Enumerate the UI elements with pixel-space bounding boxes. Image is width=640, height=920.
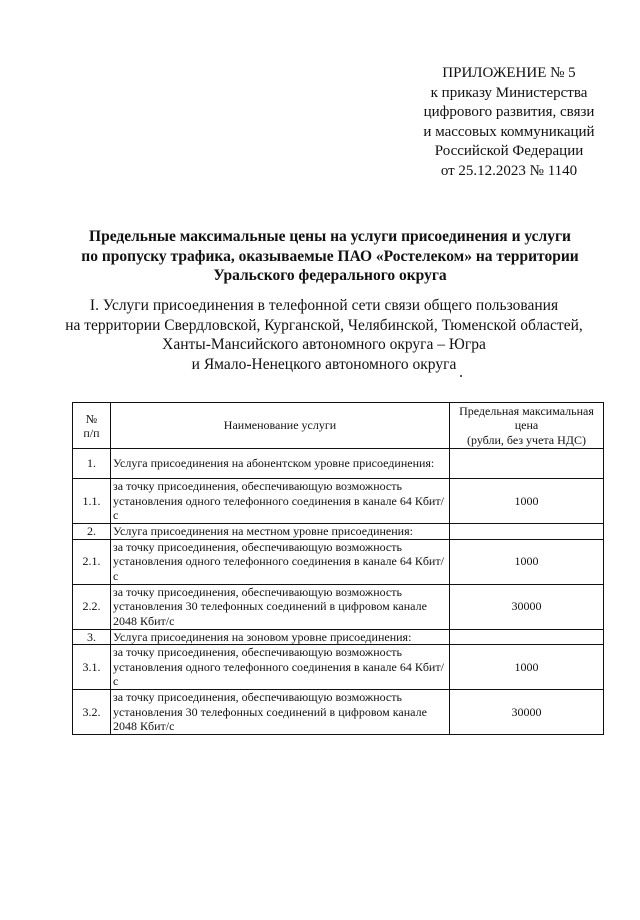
- row-price: [450, 449, 604, 479]
- header-name-cell: Наименование услуги: [111, 403, 450, 449]
- header-num-cell: [73, 403, 111, 449]
- section-line: Ханты-Мансийского автономного округа – Югра: [162, 336, 486, 353]
- row-num: 1.1.: [73, 479, 111, 524]
- header-price-cell: [450, 403, 604, 449]
- table-row: [73, 449, 604, 479]
- row-name: за точку присоединения, обеспечивающую возможность установления одного телефонного соединения в канале 64 Кбит/с: [111, 479, 450, 524]
- table-row: [73, 645, 604, 690]
- row-num: 3.: [73, 629, 111, 645]
- row-name: за точку присоединения, обеспечивающую возможность установления одного телефонного соединения в канале 64 Кбит/с: [111, 645, 450, 690]
- scan-speck: [460, 375, 462, 377]
- row-price: 1000: [450, 645, 604, 690]
- row-num: 2.1.: [73, 539, 111, 584]
- row-price: [450, 524, 604, 540]
- row-price: [450, 629, 604, 645]
- price-table: [72, 402, 604, 735]
- row-num: 2.2.: [73, 584, 111, 629]
- header-num-line2: п/п: [83, 425, 100, 440]
- appendix-line: ПРИЛОЖЕНИЕ № 5: [442, 65, 576, 81]
- row-num: 3.1.: [73, 645, 111, 690]
- appendix-line: и массовых коммуникаций: [423, 123, 595, 140]
- table-row: [73, 539, 604, 584]
- row-name: за точку присоединения, обеспечивающую возможность установления 30 телефонных соединений в цифровом канале 2048 Кбит/с: [111, 584, 450, 629]
- section-title: [40, 296, 608, 374]
- table-row: [73, 629, 604, 645]
- appendix-line: от 25.12.2023 № 1140: [440, 162, 578, 179]
- section-line: и Ямало-Ненецкого автономного округа: [191, 355, 457, 373]
- table-row: [73, 584, 604, 629]
- header-price-line2: цена: [514, 418, 539, 433]
- appendix-line: цифрового развития, связи: [423, 104, 595, 120]
- row-num: 3.2.: [73, 690, 111, 735]
- appendix-line: Российской Федерации: [434, 143, 584, 159]
- table-row: [73, 479, 604, 524]
- appendix-line: к приказу Министерства: [430, 84, 588, 101]
- row-name: за точку присоединения, обеспечивающую возможность установления одного телефонного соединения в канале 64 Кбит/с: [111, 539, 450, 584]
- row-price: 1000: [450, 539, 604, 584]
- row-price: 30000: [450, 584, 604, 629]
- row-name: за точку присоединения, обеспечивающую возможность установления 30 телефонных соединений в цифровом канале 2048 Кбит/с: [111, 690, 450, 735]
- row-num: 1.: [73, 449, 111, 479]
- table-header-row: [73, 403, 604, 449]
- title-line: Уральского федерального округа: [213, 267, 447, 284]
- header-price-line3: (рубли, без учета НДС): [467, 432, 586, 447]
- row-price: 30000: [450, 690, 604, 735]
- row-name: Услуга присоединения на местном уровне присоединения:: [111, 524, 450, 540]
- table-row: [73, 690, 604, 735]
- row-num: 2.: [73, 524, 111, 540]
- appendix-block: [400, 64, 618, 181]
- header-price-line1: Предельная максимальная: [459, 403, 594, 418]
- document-title: [60, 227, 600, 286]
- section-line: на территории Свердловской, Курганской, Челябинской, Тюменской областей,: [65, 316, 583, 334]
- table-row: [73, 524, 604, 540]
- title-line: по пропуску трафика, оказываемые ПАО «Ростелеком» на территории: [81, 247, 579, 265]
- row-price: 1000: [450, 479, 604, 524]
- row-name: Услуга присоединения на зоновом уровне присоединения:: [111, 629, 450, 645]
- header-num-line1: №: [85, 411, 98, 426]
- section-line: I. Услуги присоединения в телефонной сети связи общего пользования: [89, 297, 559, 314]
- row-name: Услуга присоединения на абонентском уровне присоединения:: [111, 449, 450, 479]
- title-line: Предельные максимальные цены на услуги присоединения и услуги: [89, 228, 571, 245]
